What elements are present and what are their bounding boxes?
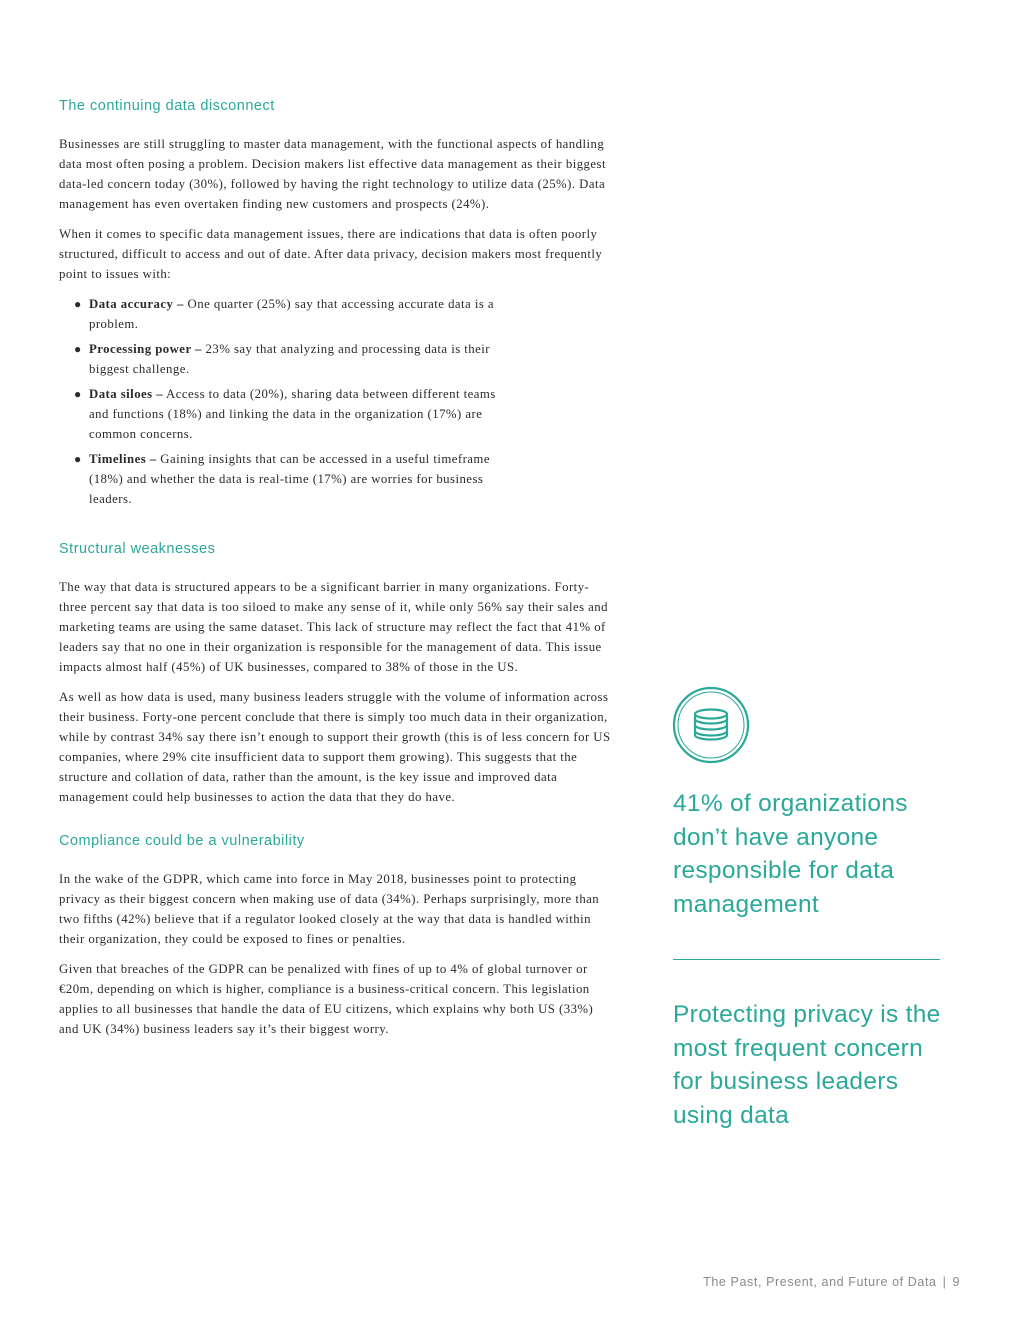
body-paragraph: In the wake of the GDPR, which came into force in May 2018, businesses point to protecting privacy as their biggest concern when making use of data (34%). Perhaps surprisingly, more than two fifths (42%) believe that if a regulator looked closely at the way that data is handled within their organization, they could be exposed to fines or penalties. [59,872,600,946]
footer-separator: | [942,1275,947,1289]
body-paragraph: As well as how data is used, many business leaders struggle with the volume of information across their business. Forty-one percent conclude that there is simply too much data in their organization, while by contrast 34% say there isn’t enough to support their growth (this is of less concern for US companies, where 29% cite insufficient data to support them growing). This suggests that the structure and collation of data, rather than the amount, is the key issue and improved data management could help businesses to action the data that they do have. [59,690,611,804]
body-paragraph: Businesses are still struggling to master data management, with the functional aspects of handling data most often posing a problem. Decision makers list effective data management as their biggest data-led concern today (30%), followed by having the right technology to utilize data (25%). Data management has even overtaken finding new customers and prospects (24%). [59,137,606,211]
bullet-lead: Data siloes – [89,387,164,401]
section-heading: The continuing data disconnect [59,98,275,114]
body-paragraph: The way that data is structured appears to be a significant barrier in many organizations. Forty-three percent say that data is too siloed to make any sense of it, while only 56% say their sales and marketing teams are using the same dataset. This lack of structure may reflect the fact that 41% of leaders say that no one in their organization is responsible for the management of data. This issue impacts almost half (45%) of UK businesses, compared to 38% of those in the US. [59,580,609,674]
bullet-list [59,294,509,509]
bullet-item [59,449,509,509]
footer-title: The Past, Present, and Future of Data [703,1275,937,1289]
bullet-dot-icon: ● [74,452,82,466]
body-paragraph: Given that breaches of the GDPR can be penalized with fines of up to 4% of global turnover or €20m, depending on which is higher, compliance is a business-critical concern. This legislation applies to all businesses that handle the data of EU citizens, which explains why both US (33%) and UK (34%) business leaders say it’s their biggest worry. [59,962,594,1036]
bullet-text: 23% say that analyzing and processing data is their biggest challenge. [89,342,490,376]
bullet-dot-icon: ● [74,297,82,311]
bullet-text: One quarter (25%) say that accessing accurate data is a problem. [89,297,495,331]
bullet-dot-icon: ● [74,387,82,401]
database-icon [672,686,750,764]
bullet-text: Access to data (20%), sharing data between different teams and functions (18%) and linking the data in the organization (17%) are common concerns. [89,387,496,441]
page-number: 9 [952,1275,960,1289]
section-heading: Compliance could be a vulnerability [59,833,305,849]
bullet-lead: Data accuracy – [89,297,184,311]
bullet-item [59,294,509,334]
bullet-text: Gaining insights that can be accessed in a useful timeframe (18%) and whether the data is real-time (17%) are worries for business leaders. [89,452,490,506]
bullet-dot-icon: ● [74,342,82,356]
divider [673,959,940,960]
bullet-lead: Processing power – [89,342,202,356]
callout-stat: Protecting privacy is the most frequent concern for business leaders using data [673,1001,941,1129]
main-column [59,96,615,1049]
bullet-lead: Timelines – [89,452,157,466]
bullet-item [59,384,509,444]
section-heading: Structural weaknesses [59,541,216,557]
body-paragraph: When it comes to specific data management issues, there are indications that data is often poorly structured, difficult to access and out of date. After data privacy, decision makers most frequently point to issues with: [59,227,603,281]
page-footer [703,1275,960,1289]
bullet-item [59,339,509,379]
callout-stat: 41% of organizations don’t have anyone responsible for data management [673,790,908,918]
